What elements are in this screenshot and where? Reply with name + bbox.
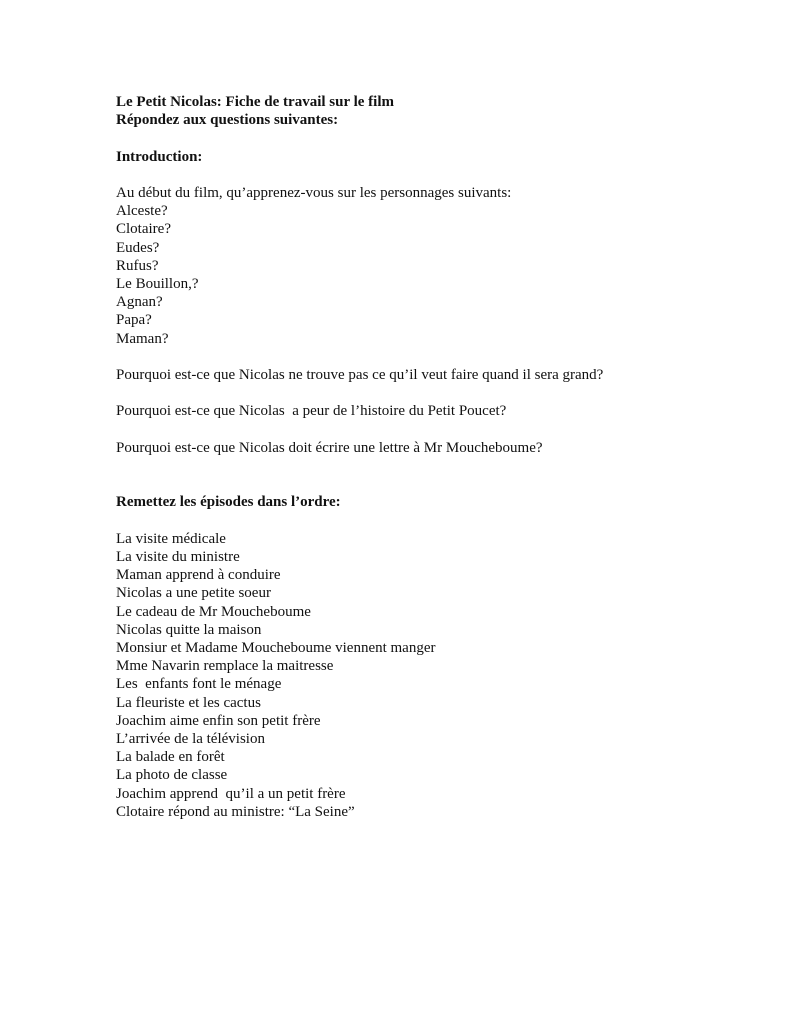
- character-item: Eudes?: [116, 239, 160, 256]
- question-item: Pourquoi est-ce que Nicolas ne trouve pas ce qu’il veut faire quand il sera grand?: [116, 367, 604, 383]
- episode-item: Maman apprend à conduire: [116, 567, 281, 584]
- episode-item: Joachim apprend qu’il a un petit frère: [116, 785, 346, 802]
- episode-item: La photo de classe: [116, 767, 228, 784]
- character-item: Maman?: [116, 330, 169, 347]
- episode-list: [116, 530, 736, 821]
- episode-item: Joachim aime enfin son petit frère: [116, 712, 321, 729]
- episode-item: Mme Navarin remplace la maitresse: [116, 658, 334, 675]
- question-item: Pourquoi est-ce que Nicolas a peur de l’histoire du Petit Poucet?: [116, 403, 507, 420]
- spacer: [116, 348, 736, 366]
- spacer: [116, 421, 736, 439]
- introduction-heading: Introduction:: [116, 148, 203, 165]
- document-subtitle: Répondez aux questions suivantes:: [116, 112, 339, 129]
- episode-item: La visite médicale: [116, 530, 226, 547]
- spacer: [116, 129, 736, 147]
- character-item: Papa?: [116, 312, 152, 329]
- document-page: [116, 93, 736, 821]
- spacer: [116, 512, 736, 530]
- introduction-prompt: Au début du film, qu’apprenez-vous sur les personnages suivants:: [116, 184, 512, 201]
- episodes-heading: Remettez les épisodes dans l’ordre:: [116, 494, 341, 511]
- episode-item: Les enfants font le ménage: [116, 676, 282, 693]
- episode-item: Nicolas a une petite soeur: [116, 585, 271, 602]
- character-item: Le Bouillon,?: [116, 276, 199, 292]
- episode-item: Monsiur et Madame Moucheboume viennent manger: [116, 639, 436, 656]
- question-item: Pourquoi est-ce que Nicolas doit écrire une lettre à Mr Moucheboume?: [116, 439, 543, 456]
- spacer: [116, 166, 736, 184]
- character-item: Clotaire?: [116, 221, 171, 238]
- episode-item: La visite du ministre: [116, 548, 240, 565]
- episode-item: Le cadeau de Mr Moucheboume: [116, 603, 311, 620]
- spacer: [116, 457, 736, 493]
- episode-item: Nicolas quitte la maison: [116, 621, 262, 638]
- character-item: Agnan?: [116, 294, 163, 311]
- episode-item: Clotaire répond au ministre: “La Seine”: [116, 803, 355, 820]
- spacer: [116, 384, 736, 402]
- episode-item: L’arrivée de la télévision: [116, 731, 265, 747]
- character-item: Alceste?: [116, 203, 168, 220]
- document-title: Le Petit Nicolas: Fiche de travail sur le film: [116, 94, 394, 110]
- episode-item: La balade en forêt: [116, 749, 225, 766]
- character-list: [116, 202, 736, 348]
- character-item: Rufus?: [116, 257, 159, 274]
- episode-item: La fleuriste et les cactus: [116, 694, 261, 711]
